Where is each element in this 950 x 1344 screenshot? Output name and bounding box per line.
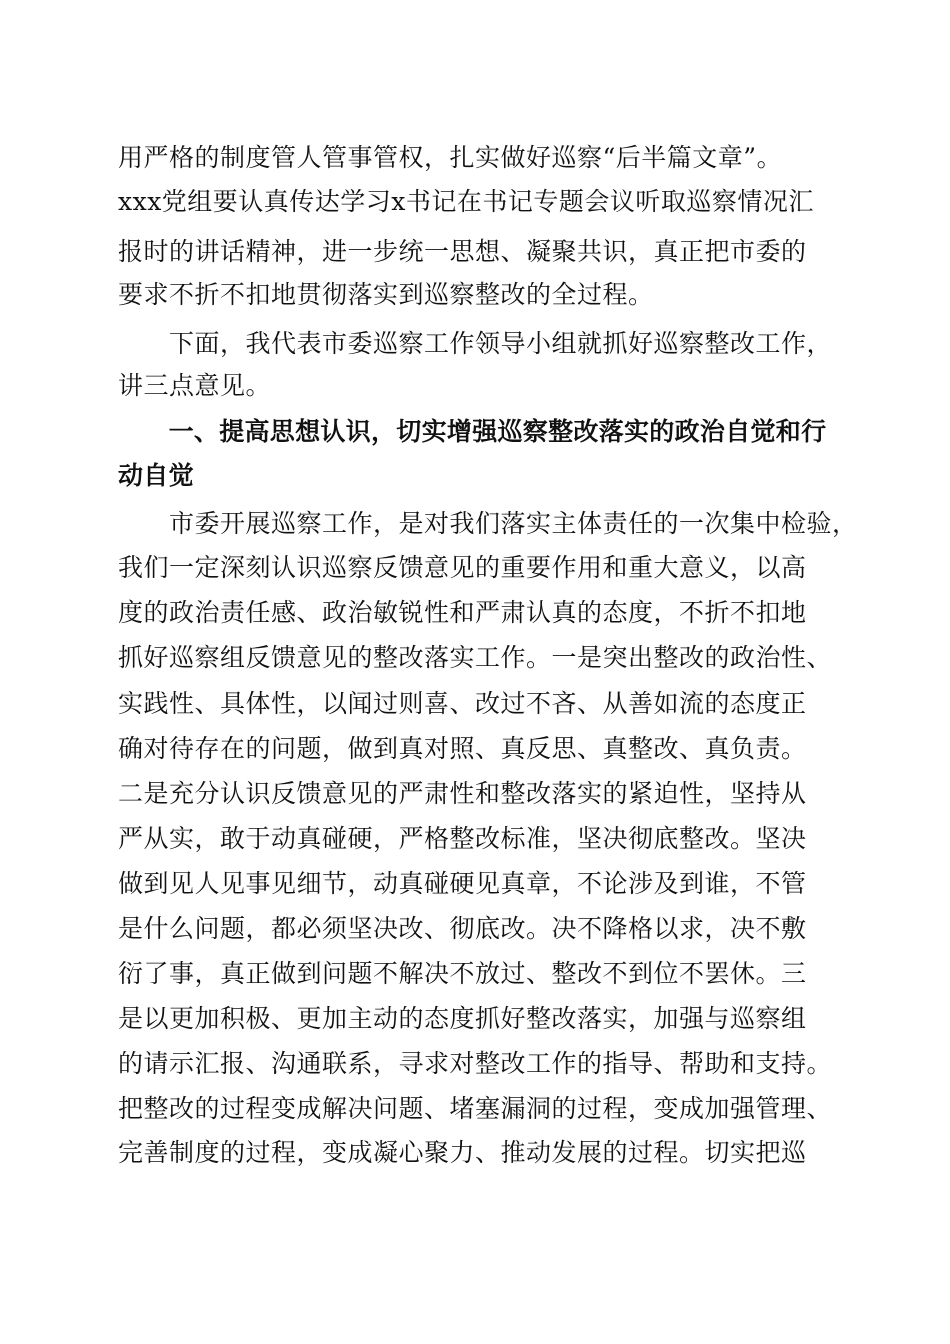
text-line: 抓好巡察组反馈意见的整改落实工作。一是突出整改的政治性、 [118,643,833,672]
text-line: 的请示汇报、沟通联系，寻求对整改工作的指导、帮助和支持。 [118,1049,833,1078]
text-line: 二是充分认识反馈意见的严肃性和整改落实的紧迫性，坚持从 [118,779,807,808]
text-line: 完善制度的过程，变成凝心聚力、推动发展的过程。切实把巡 [118,1138,807,1167]
section-heading: 动自觉 [118,461,194,490]
text-line: 要求不折不扣地贯彻落实到巡察整改的全过程。 [118,280,654,309]
text-line: 度的政治责任感、政治敏锐性和严肃认真的态度，不折不扣地 [118,598,807,627]
text-line: 下面，我代表市委巡察工作领导小组就抓好巡察整改工作， [118,329,833,358]
text-line: 用严格的制度管人管事管权，扎实做好巡察“后半篇文章”。 [118,143,783,172]
text-line: xxx党组要认真传达学习x书记在书记专题会议听取巡察情况汇 [118,187,814,216]
text-line: 把整改的过程变成解决问题、堵塞漏洞的过程，变成加强管理、 [118,1094,833,1123]
text-line: 报时的讲话精神，进一步统一思想、凝聚共识，真正把市委的 [118,237,807,266]
text-line: 严从实，敢于动真碰硬，严格整改标准，坚决彻底整改。坚决 [118,824,807,853]
text-line: 讲三点意见。 [118,371,272,400]
text-line: 是以更加积极、更加主动的态度抓好整改落实，加强与巡察组 [118,1004,807,1033]
text-line: 衍了事，真正做到问题不解决不放过、整改不到位不罢休。三 [118,959,807,988]
text-line: 市委开展巡察工作，是对我们落实主体责任的一次集中检验， [118,509,858,538]
text-line: 我们一定深刻认识巡察反馈意见的重要作用和重大意义，以高 [118,553,807,582]
text-line: 实践性、具体性，以闻过则喜、改过不吝、从善如流的态度正 [118,689,807,718]
text-line: 确对待存在的问题，做到真对照、真反思、真整改、真负责。 [118,734,807,763]
section-heading: 一、提高思想认识，切实增强巡察整改落实的政治自觉和行 [118,417,827,446]
text-line: 做到见人见事见细节，动真碰硬见真章，不论涉及到谁，不管 [118,869,807,898]
text-line: 是什么问题，都必须坚决改、彻底改。决不降格以求，决不敷 [118,914,807,943]
